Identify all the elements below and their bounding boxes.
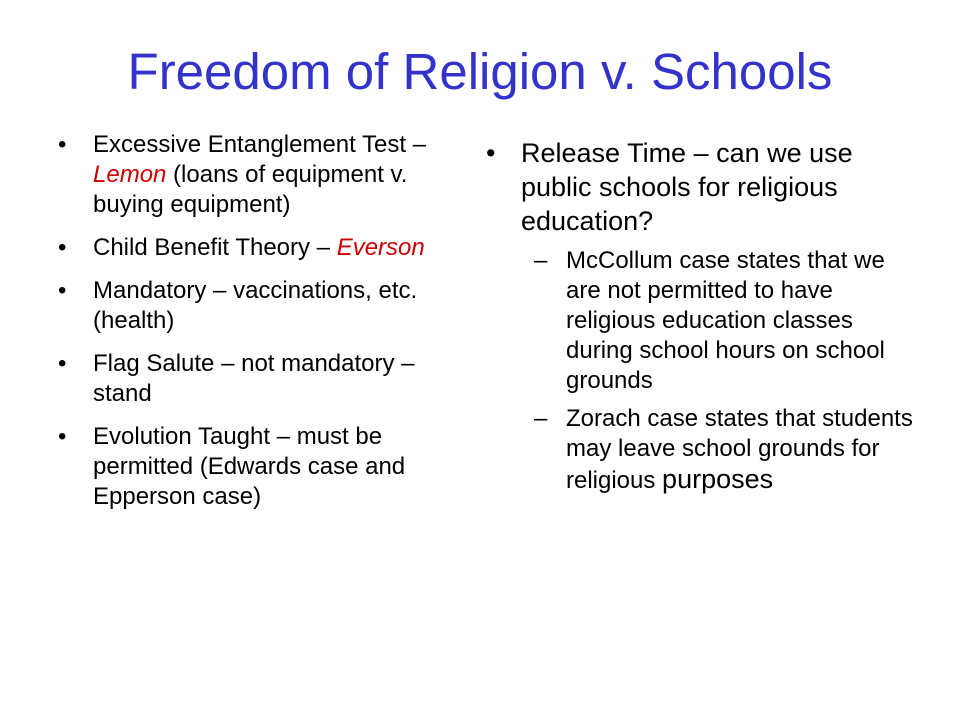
bullet-text: Flag Salute – not mandatory – stand bbox=[93, 350, 415, 407]
right-column bbox=[486, 136, 926, 496]
sub-bullet-dash: – bbox=[534, 405, 548, 432]
case-name-lemon: Lemon bbox=[93, 161, 167, 188]
slide-title: Freedom of Religion v. Schools bbox=[127, 43, 833, 100]
bullet-text-tail: (loans of equipment v. buying equipment) bbox=[93, 161, 408, 218]
case-name-everson: Everson bbox=[336, 234, 425, 261]
bullet-text: Evolution Taught – must be permitted (Edwards case and Epperson case) bbox=[93, 423, 406, 510]
left-bullet-5 bbox=[58, 422, 458, 512]
bullet-dot: • bbox=[486, 138, 496, 168]
sub-bullet-text: McCollum case states that we are not permitted to have religious education classes during school hours on school grounds bbox=[566, 247, 885, 394]
bullet-dot: • bbox=[58, 350, 67, 377]
sub-bullet-zorach bbox=[486, 404, 926, 496]
left-bullet-3 bbox=[58, 276, 458, 336]
bullet-text: Release Time – can we use public schools for religious education? bbox=[521, 138, 853, 236]
bullet-text: Excessive Entanglement Test – bbox=[93, 131, 427, 158]
sub-bullet-text: Zorach case states that students may leave school grounds for religious bbox=[566, 405, 913, 494]
right-bullet-1 bbox=[486, 136, 926, 238]
bullet-dot: • bbox=[58, 423, 67, 450]
left-column bbox=[58, 130, 458, 525]
sub-bullet-dash: – bbox=[534, 247, 548, 274]
left-bullet-2 bbox=[58, 233, 458, 263]
sub-bullet-mccollum bbox=[486, 246, 926, 396]
bullet-text: Mandatory – vaccinations, etc. (health) bbox=[93, 277, 418, 334]
sub-bullet-text-tail: purposes bbox=[662, 464, 774, 494]
left-bullet-1 bbox=[58, 130, 458, 220]
bullet-dot: • bbox=[58, 131, 67, 158]
left-bullet-4 bbox=[58, 349, 458, 409]
bullet-text: Child Benefit Theory – bbox=[93, 234, 337, 261]
bullet-dot: • bbox=[58, 277, 67, 304]
bullet-dot: • bbox=[58, 234, 67, 261]
